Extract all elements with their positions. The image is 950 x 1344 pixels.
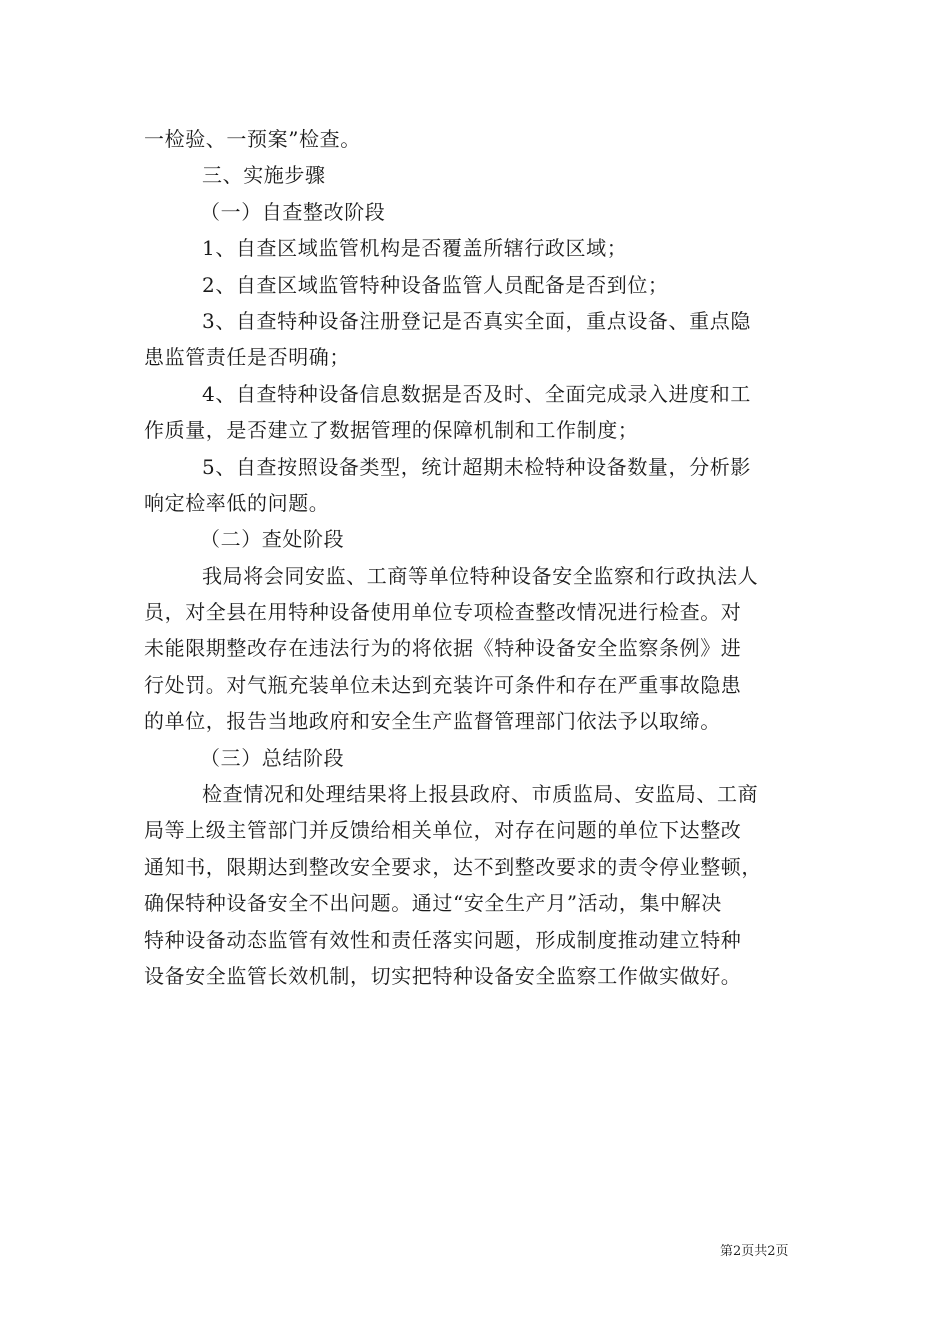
text-line: 3、自查特种设备注册登记是否真实全面，重点设备、重点隐 bbox=[202, 308, 751, 333]
text-line: 员，对全县在用特种设备使用单位专项检查整改情况进行检查。对 bbox=[144, 600, 742, 625]
text-line: 三、实施步骤 bbox=[202, 163, 326, 188]
text-line: 作质量，是否建立了数据管理的保障机制和工作制度； bbox=[144, 418, 639, 443]
text-line: 一检验、一预案”检查。 bbox=[144, 127, 361, 151]
text-line: 响定检率低的问题。 bbox=[144, 490, 330, 515]
text-line: 检查情况和处理结果将上报县政府、市质监局、安监局、工商 bbox=[202, 782, 759, 807]
text-line: 特种设备动态监管有效性和责任落实问题，形成制度推动建立特种 bbox=[144, 927, 742, 952]
text-line: （一）自查整改阶段 bbox=[200, 199, 386, 224]
text-line: 4、自查特种设备信息数据是否及时、全面完成录入进度和工 bbox=[202, 381, 751, 406]
text-line: 设备安全监管长效机制，切实把特种设备安全监察工作做实做好。 bbox=[144, 963, 742, 988]
text-line: 我局将会同安监、工商等单位特种设备安全监察和行政执法人 bbox=[202, 563, 759, 588]
text-line: （二）查处阶段 bbox=[200, 527, 345, 552]
text-line: 未能限期整改存在违法行为的将依据《特种设备安全监察条例》进 bbox=[144, 636, 742, 661]
text-line: 通知书，限期达到整改安全要求，达不到整改要求的责令停业整顿， bbox=[144, 854, 762, 879]
text-line: 2、自查区域监管特种设备监管人员配备是否到位； bbox=[202, 272, 669, 297]
page-number-footer: 第2页共2页 bbox=[720, 1244, 789, 1259]
text-line: 的单位，报告当地政府和安全生产监督管理部门依法予以取缔。 bbox=[144, 709, 721, 734]
text-line: 1、自查区域监管机构是否覆盖所辖行政区域； bbox=[202, 236, 628, 261]
text-line: 行处罚。对气瓶充装单位未达到充装许可条件和存在严重事故隐患 bbox=[144, 672, 742, 697]
text-line: 患监管责任是否明确； bbox=[144, 345, 350, 370]
document-body bbox=[144, 121, 834, 994]
text-line: （三）总结阶段 bbox=[200, 745, 345, 770]
text-line: 局等上级主管部门并反馈给相关单位，对存在问题的单位下达整改 bbox=[144, 818, 742, 843]
text-line: 确保特种设备安全不出问题。通过“安全生产月”活动，集中解决 bbox=[144, 891, 722, 916]
text-line: 5、自查按照设备类型，统计超期未检特种设备数量，分析影 bbox=[202, 454, 751, 479]
